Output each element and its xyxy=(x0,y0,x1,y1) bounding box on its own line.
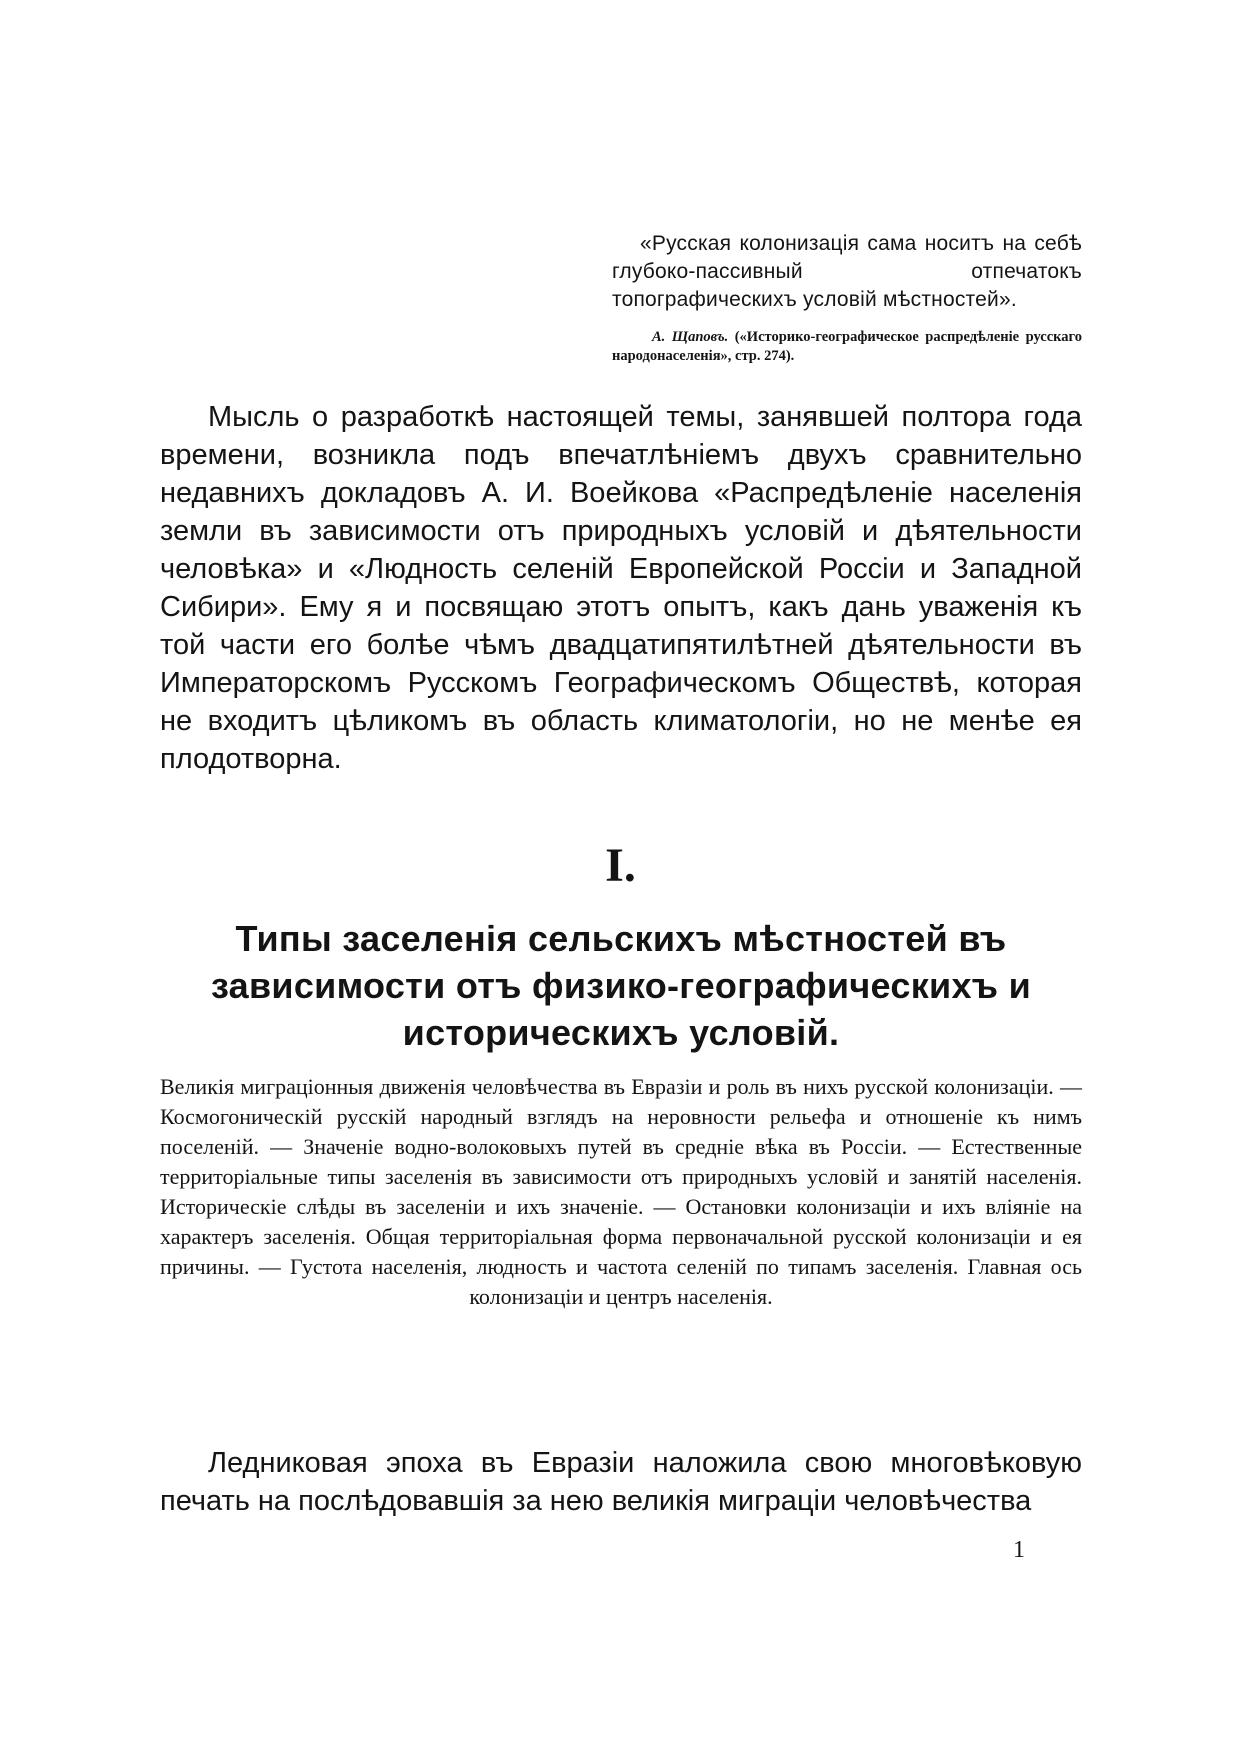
intro-paragraph: Мысль о разработкѣ настоящей темы, занявшей полтора года времени, возникла подъ впечатлѣніемъ двухъ сравнительно недавнихъ докладовъ А. И. Воейкова «Распредѣленіе населенія земли въ зависимости отъ природныхъ условій и дѣятельности человѣка» и «Людность селеній Европейской Россіи и Западной Сибири». Ему я и посвящаю этотъ опытъ, какъ дань уваженія къ той части его болѣе чѣмъ двадцатипятилѣтней дѣятельности въ Императорскомъ Русскомъ Географическомъ Обществѣ, которая не входитъ цѣликомъ въ область климатологіи, но не менѣе ея плодотворна. xyxy=(160,401,1082,775)
epigraph-source-title: («Историко-географическое распредѣленіе русскаго народонаселенія», стр. 274). xyxy=(612,329,1083,364)
chapter-number: I. xyxy=(605,839,636,892)
chapter-title: Типы заселенія сельскихъ мѣстностей въ зависимости отъ физико-географическихъ и историческихъ условій. xyxy=(210,918,1032,1053)
page-number: 1 xyxy=(1013,1537,1025,1563)
epigraph xyxy=(612,230,1082,366)
body-paragraph: Ледниковая эпоха въ Евразіи наложила свою многовѣковую печать на послѣдовавшія за нею великія миграціи человѣчества xyxy=(160,1447,1082,1517)
epigraph-author: А. Щаповъ. xyxy=(652,329,729,345)
chapter-synopsis: Великія миграціонныя движенія человѣчества въ Евразіи и роль въ нихъ русской колонизаціи. — Космогоническій русскій народный взглядъ на неровности рельефа и отношеніе къ нимъ поселеній. — Значеніе водно-волоковыхъ путей въ средніе вѣка въ Россіи. — Естественные территоріальные типы заселенія въ зависимости отъ природныхъ условій и занятій населенія. Историческіе слѣды въ заселеніи и ихъ значеніе. — Остановки колонизаціи и ихъ вліяніе на характеръ заселенія. Общая территоріальная форма первоначальной русской колонизаціи и ея причины. — Густота населенія, людность и частота селеній по типамъ заселенія. Главная ось колонизаціи и центръ населенія. xyxy=(160,1074,1082,1309)
epigraph-source xyxy=(612,328,1082,366)
epigraph-quote: «Русская колонизація сама носитъ на себѣ глубоко-пассивный отпечатокъ топографическихъ условій мѣстностей». xyxy=(612,232,1082,311)
